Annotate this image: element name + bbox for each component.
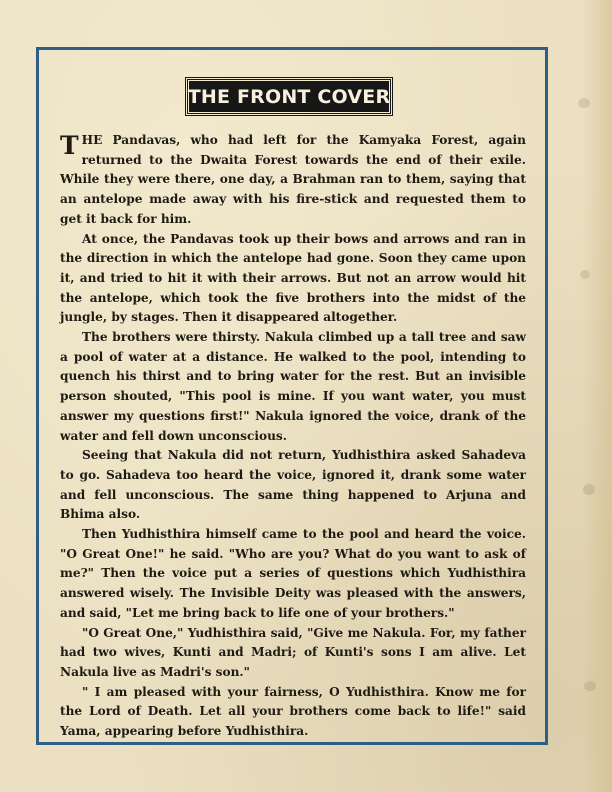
paragraph-text: HE Pandavas, who had left for the Kamyaka Forest, again returned to the Dwaita Forest towards the end of their exile. While they were there, one day, a Brahman ran to them, saying that an antelope made away with his fire-stick and requested them to get it back for him.: [60, 133, 526, 226]
page-title: THE FRONT COVER: [187, 85, 391, 108]
title-banner: [186, 78, 392, 115]
stain-mark: [584, 681, 596, 691]
paragraph: Then Yudhisthira himself came to the pool and heard the voice. "O Great One!" he said. "Who are you? What do you want to ask of me?" Then the voice put a series of questions which Yudhisthira answered wisely. The Invisible Deity was pleased with the answers, and said, "Let me bring back to life one of your brothers.": [60, 527, 526, 620]
paragraph: Seeing that Nakula did not return, Yudhisthira asked Sahadeva to go. Sahadeva too heard the voice, ignored it, drank some water and fell unconscious. The same thing happened to Arjuna and Bhima also.: [60, 448, 526, 522]
paragraph: "O Great One," Yudhisthira said, "Give me Nakula. For, my father had two wives, Kunti and Madri; of Kunti's sons I am alive. Let Nakula live as Madri's son.": [60, 625, 526, 679]
stain-mark: [578, 98, 590, 108]
paragraph: At once, the Pandavas took up their bows and arrows and ran in the direction in which the antelope had gone. Soon they came upon it, and tried to hit it with their arrows. But not an arrow would hit the antelope, which took the five brothers into the midst of the jungle, by stages. Then it disappeared altogether.: [60, 231, 526, 325]
torn-edge: [582, 0, 612, 792]
story-text: [60, 131, 526, 742]
stain-mark: [580, 270, 590, 279]
stain-mark: [583, 484, 595, 495]
drop-cap: T: [60, 131, 79, 160]
paragraph: [60, 131, 526, 230]
paragraph: The brothers were thirsty. Nakula climbed up a tall tree and saw a pool of water at a distance. He walked to the pool, intending to quench his thirst and to bring water for the rest. But an invisible person shouted, "This pool is mine. If you want water, you must answer my questions first!" Nakula ignored the voice, drank of the water and fell down unconscious.: [60, 330, 526, 443]
paragraph: " I am pleased with your fairness, O Yudhisthira. Know me for the Lord of Death. Let all your brothers come back to life!" said Yama, appearing before Yudhisthira.: [60, 684, 526, 739]
